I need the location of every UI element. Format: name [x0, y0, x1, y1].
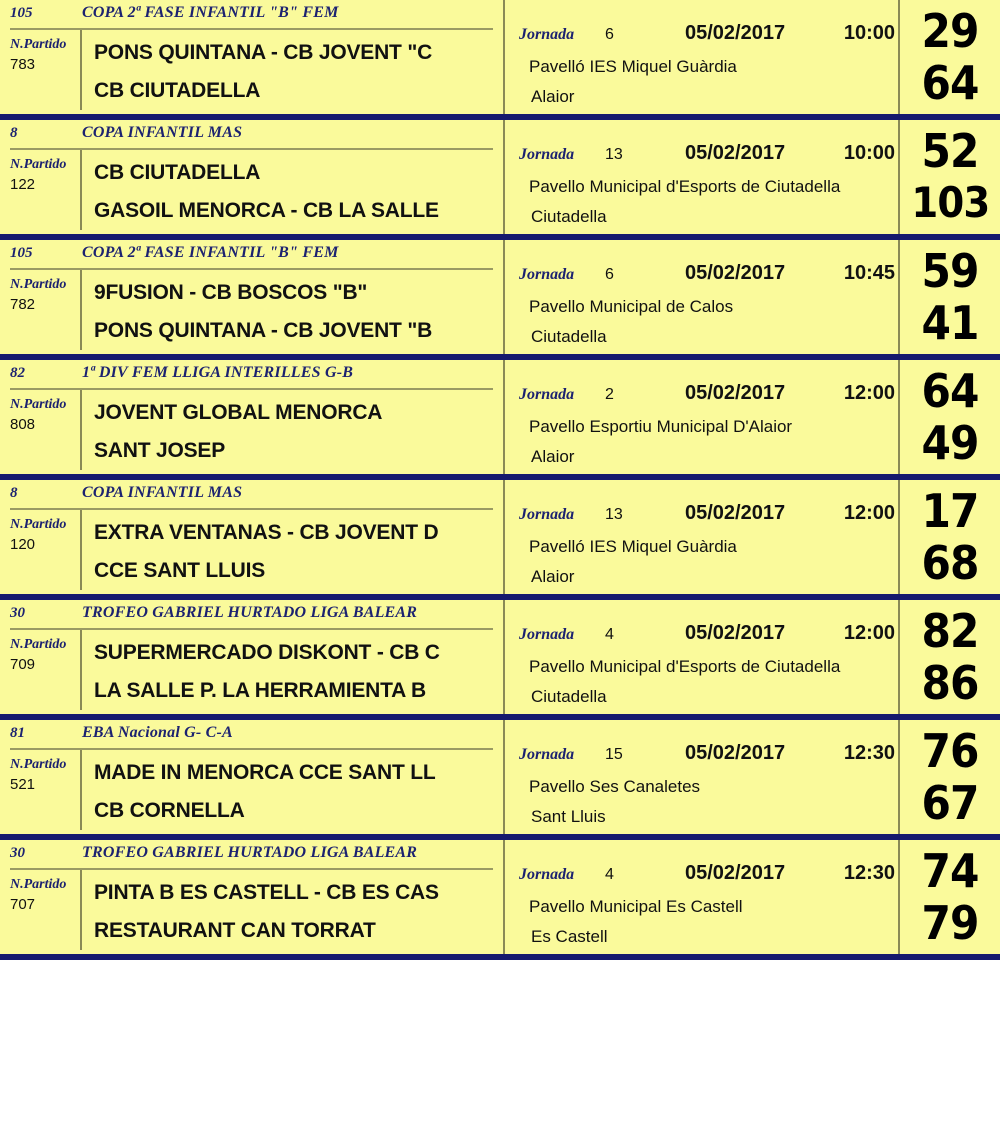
- home-score: 17: [921, 484, 979, 538]
- match-date: 05/02/2017: [685, 262, 786, 284]
- fixture-schedule-block: [505, 360, 900, 474]
- away-score: 67: [921, 776, 979, 830]
- match-number-label: N.Partido: [10, 157, 67, 172]
- fixture-row: [0, 120, 1000, 240]
- fixture-left-block: [0, 360, 505, 474]
- away-team-name: CB CIUTADELLA: [94, 79, 261, 102]
- teams-column: [82, 750, 503, 830]
- fixture-schedule-block: [505, 480, 900, 594]
- round-label: Jornada: [519, 386, 575, 403]
- venue-name: Pavello Ses Canaletes: [529, 777, 701, 796]
- match-date: 05/02/2017: [685, 622, 786, 644]
- teams-column: [82, 270, 503, 350]
- match-time: 12:30: [843, 862, 895, 884]
- schedule-line: [519, 622, 898, 645]
- fixture-row: [0, 480, 1000, 600]
- competition-name: COPA INFANTIL MAS: [82, 124, 243, 141]
- teams-column: [82, 510, 503, 590]
- home-score: 82: [921, 604, 979, 658]
- teams-column: [82, 390, 503, 470]
- competition-id: 8: [10, 485, 18, 501]
- round-number: 4: [605, 626, 614, 643]
- schedule-line: [519, 382, 898, 405]
- venue-town: Ciutadella: [531, 207, 607, 226]
- score-block: [900, 600, 1000, 714]
- fixture-left-block: [0, 120, 505, 234]
- venue-town: Ciutadella: [531, 327, 607, 346]
- schedule-line: [519, 862, 898, 885]
- venue-town: Alaior: [531, 447, 575, 466]
- competition-name: TROFEO GABRIEL HURTADO LIGA BALEAR: [82, 844, 418, 861]
- venue-town: Alaior: [531, 567, 575, 586]
- venue-town: Alaior: [531, 87, 575, 106]
- home-team-name: JOVENT GLOBAL MENORCA: [94, 401, 383, 424]
- competition-line: [10, 724, 493, 750]
- match-time: 12:00: [843, 382, 895, 404]
- match-number-column: [10, 270, 82, 350]
- schedule-line: [519, 742, 898, 765]
- round-number: 6: [605, 266, 614, 283]
- match-number-column: [10, 750, 82, 830]
- competition-id: 82: [10, 365, 25, 381]
- match-number-column: [10, 30, 82, 110]
- fixture-left-block: [0, 240, 505, 354]
- score-block: [900, 120, 1000, 234]
- competition-line: [10, 604, 493, 630]
- fixture-left-block: [0, 720, 505, 834]
- round-label: Jornada: [519, 506, 575, 523]
- round-number: 15: [605, 746, 623, 763]
- fixture-left-block: [0, 840, 505, 954]
- schedule-line: [519, 142, 898, 165]
- match-number-label: N.Partido: [10, 877, 67, 892]
- score-block: [900, 480, 1000, 594]
- match-date: 05/02/2017: [685, 862, 786, 884]
- fixture-schedule-block: [505, 840, 900, 954]
- match-number-value: 709: [10, 656, 36, 673]
- away-team-name: CB CORNELLA: [94, 799, 245, 822]
- match-body: [10, 30, 503, 110]
- match-body: [10, 510, 503, 590]
- match-number-value: 521: [10, 776, 36, 793]
- away-team-name: PONS QUINTANA - CB JOVENT "B: [94, 319, 433, 342]
- match-date: 05/02/2017: [685, 742, 786, 764]
- competition-name: COPA INFANTIL MAS: [82, 484, 243, 501]
- fixture-row: [0, 240, 1000, 360]
- competition-name: TROFEO GABRIEL HURTADO LIGA BALEAR: [82, 604, 418, 621]
- home-team-name: 9FUSION - CB BOSCOS "B": [94, 281, 368, 304]
- teams-column: [82, 30, 503, 110]
- home-score: 29: [921, 4, 979, 58]
- home-team-name: SUPERMERCADO DISKONT - CB C: [94, 641, 440, 664]
- round-number: 4: [605, 866, 614, 883]
- competition-name: COPA 2ª FASE INFANTIL "B" FEM: [82, 4, 339, 21]
- match-time: 12:00: [843, 502, 895, 524]
- competition-id: 105: [10, 245, 33, 261]
- match-date: 05/02/2017: [685, 142, 786, 164]
- match-body: [10, 390, 503, 470]
- competition-name: EBA Nacional G- C-A: [82, 724, 233, 741]
- match-date: 05/02/2017: [685, 22, 786, 44]
- match-body: [10, 270, 503, 350]
- score-block: [900, 360, 1000, 474]
- match-number-value: 707: [10, 896, 36, 913]
- home-team-name: EXTRA VENTANAS - CB JOVENT D: [94, 521, 439, 544]
- competition-id: 30: [10, 845, 25, 861]
- match-number-value: 120: [10, 536, 36, 553]
- competition-name: 1ª DIV FEM LLIGA INTERILLES G-B: [82, 364, 354, 381]
- match-number-column: [10, 630, 82, 710]
- home-score: 76: [921, 724, 979, 778]
- round-number: 6: [605, 26, 614, 43]
- venue-name: Pavello Municipal Es Castell: [529, 897, 743, 916]
- schedule-line: [519, 262, 898, 285]
- match-number-value: 783: [10, 56, 36, 73]
- match-number-value: 808: [10, 416, 36, 433]
- match-number-label: N.Partido: [10, 277, 67, 292]
- match-body: [10, 630, 503, 710]
- score-block: [900, 840, 1000, 954]
- home-team-name: PINTA B ES CASTELL - CB ES CAS: [94, 881, 439, 904]
- match-number-value: 782: [10, 296, 36, 313]
- away-team-name: CCE SANT LLUIS: [94, 559, 266, 582]
- score-block: [900, 0, 1000, 114]
- away-team-name: SANT JOSEP: [94, 439, 226, 462]
- competition-line: [10, 4, 493, 30]
- round-number: 13: [605, 146, 623, 163]
- match-time: 10:00: [843, 142, 895, 164]
- round-label: Jornada: [519, 626, 575, 643]
- teams-column: [82, 150, 503, 230]
- competition-line: [10, 244, 493, 270]
- venue-town: Ciutadella: [531, 687, 607, 706]
- fixture-schedule-block: [505, 600, 900, 714]
- home-score: 52: [921, 124, 979, 178]
- away-score: 103: [911, 178, 989, 227]
- fixture-left-block: [0, 480, 505, 594]
- fixture-row: [0, 600, 1000, 720]
- fixture-row: [0, 0, 1000, 120]
- round-label: Jornada: [519, 866, 575, 883]
- schedule-line: [519, 22, 898, 45]
- competition-line: [10, 124, 493, 150]
- round-number: 13: [605, 506, 623, 523]
- teams-column: [82, 870, 503, 950]
- home-score: 64: [921, 364, 979, 418]
- fixture-schedule-block: [505, 240, 900, 354]
- competition-id: 8: [10, 125, 18, 141]
- away-team-name: GASOIL MENORCA - CB LA SALLE: [94, 199, 439, 222]
- home-score: 59: [921, 244, 979, 298]
- round-label: Jornada: [519, 26, 575, 43]
- competition-id: 105: [10, 5, 33, 21]
- match-body: [10, 750, 503, 830]
- home-team-name: PONS QUINTANA - CB JOVENT "C: [94, 41, 433, 64]
- match-time: 12:00: [843, 622, 895, 644]
- match-number-label: N.Partido: [10, 637, 67, 652]
- round-label: Jornada: [519, 266, 575, 283]
- match-number-value: 122: [10, 176, 36, 193]
- fixture-schedule-block: [505, 0, 900, 114]
- match-number-label: N.Partido: [10, 517, 67, 532]
- competition-line: [10, 844, 493, 870]
- competition-id: 81: [10, 725, 25, 741]
- competition-line: [10, 484, 493, 510]
- match-time: 10:45: [843, 262, 895, 284]
- venue-name: Pavello Municipal d'Esports de Ciutadella: [529, 177, 841, 196]
- fixture-schedule-block: [505, 120, 900, 234]
- fixture-left-block: [0, 600, 505, 714]
- match-number-label: N.Partido: [10, 37, 67, 52]
- away-score: 68: [921, 536, 979, 590]
- match-time: 12:30: [843, 742, 895, 764]
- fixture-left-block: [0, 0, 505, 114]
- competition-name: COPA 2ª FASE INFANTIL "B" FEM: [82, 244, 339, 261]
- score-block: [900, 240, 1000, 354]
- venue-name: Pavello Municipal d'Esports de Ciutadella: [529, 657, 841, 676]
- venue-town: Es Castell: [531, 927, 608, 946]
- fixture-row: [0, 360, 1000, 480]
- away-score: 49: [921, 416, 979, 470]
- venue-name: Pavelló IES Miquel Guàrdia: [529, 537, 737, 556]
- venue-name: Pavello Esportiu Municipal D'Alaior: [529, 417, 793, 436]
- match-body: [10, 870, 503, 950]
- match-number-column: [10, 510, 82, 590]
- competition-line: [10, 364, 493, 390]
- venue-name: Pavello Municipal de Calos: [529, 297, 734, 316]
- away-score: 79: [921, 896, 979, 950]
- away-score: 41: [921, 296, 979, 350]
- match-number-label: N.Partido: [10, 757, 67, 772]
- round-number: 2: [605, 386, 614, 403]
- home-team-name: CB CIUTADELLA: [94, 161, 261, 184]
- home-score: 74: [921, 844, 979, 898]
- round-label: Jornada: [519, 746, 575, 763]
- match-body: [10, 150, 503, 230]
- home-team-name: MADE IN MENORCA CCE SANT LL: [94, 761, 436, 784]
- away-score: 64: [921, 56, 979, 110]
- match-time: 10:00: [843, 22, 895, 44]
- fixture-row: [0, 840, 1000, 960]
- teams-column: [82, 630, 503, 710]
- match-number-column: [10, 870, 82, 950]
- match-number-column: [10, 150, 82, 230]
- venue-town: Sant Lluis: [531, 807, 606, 826]
- away-team-name: LA SALLE P. LA HERRAMIENTA B: [94, 679, 426, 702]
- competition-id: 30: [10, 605, 25, 621]
- fixture-row: [0, 720, 1000, 840]
- score-block: [900, 720, 1000, 834]
- match-number-column: [10, 390, 82, 470]
- match-number-label: N.Partido: [10, 397, 67, 412]
- match-date: 05/02/2017: [685, 382, 786, 404]
- venue-name: Pavelló IES Miquel Guàrdia: [529, 57, 737, 76]
- away-score: 86: [921, 656, 979, 710]
- fixture-schedule-block: [505, 720, 900, 834]
- away-team-name: RESTAURANT CAN TORRAT: [94, 919, 376, 942]
- round-label: Jornada: [519, 146, 575, 163]
- match-date: 05/02/2017: [685, 502, 786, 524]
- schedule-line: [519, 502, 898, 525]
